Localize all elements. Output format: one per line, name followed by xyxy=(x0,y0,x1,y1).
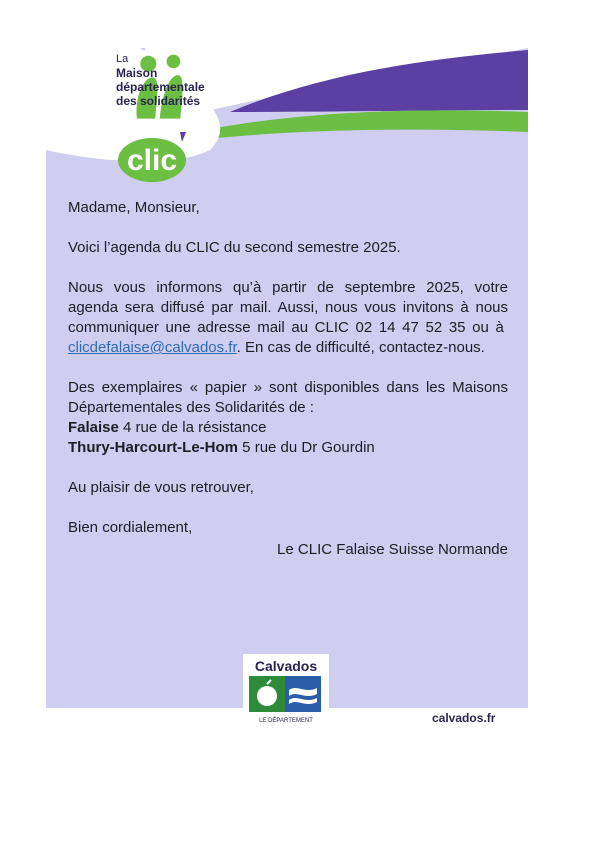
calvados-logo-text: Calvados xyxy=(254,658,318,674)
location-thury-name: Thury-Harcourt-Le-Hom xyxy=(68,439,239,456)
salutation: Madame, Monsieur, xyxy=(68,199,200,216)
intro-paragraph: Voici l’agenda du CLIC du second semestre 2025. xyxy=(68,239,401,256)
signature: Le CLIC Falaise Suisse Normande xyxy=(277,541,508,558)
brand-line-3: départementale xyxy=(116,80,205,94)
letter-body xyxy=(68,198,508,560)
departement-label: LE DÉPARTEMENT xyxy=(259,718,313,724)
website-label: calvados.fr xyxy=(432,711,496,725)
location-falaise-address: 4 rue de la résistance xyxy=(118,419,267,436)
email-paragraph-end: . En cas de difficulté, contactez-nous. xyxy=(236,339,485,356)
location-falaise-name: Falaise xyxy=(68,419,119,436)
email-paragraph-text: Nous vous informons qu’à partir de septembre 2025, votre agenda sera diffusé par mail. Aussi, nous vous invitons à nous communiquer une adresse mail au CLIC 02 14 47 52 35 ou à xyxy=(68,279,508,336)
paper-copies-paragraph: Des exemplaires « papier » sont disponibles dans les Maisons Départementales des Solidarités de : xyxy=(68,379,508,416)
calvados-logo xyxy=(243,654,329,726)
brand-line-1: La xyxy=(116,53,129,65)
closing-line-2: Bien cordialement, xyxy=(68,519,193,536)
location-falaise xyxy=(68,418,508,438)
email-paragraph xyxy=(68,278,508,358)
brand-line-4: des solidarités xyxy=(116,94,201,108)
closing-line-1: Au plaisir de vous retrouver, xyxy=(68,479,254,496)
maison-solidarites-wordmark xyxy=(116,52,205,108)
email-link[interactable]: clicdefalaise@calvados.fr xyxy=(68,339,237,356)
location-thury xyxy=(68,438,508,458)
clic-logo-text: clic xyxy=(126,144,178,177)
brand-line-2: Maison xyxy=(116,66,158,80)
clic-logo xyxy=(116,128,192,184)
location-thury-address: 5 rue du Dr Gourdin xyxy=(238,439,375,456)
